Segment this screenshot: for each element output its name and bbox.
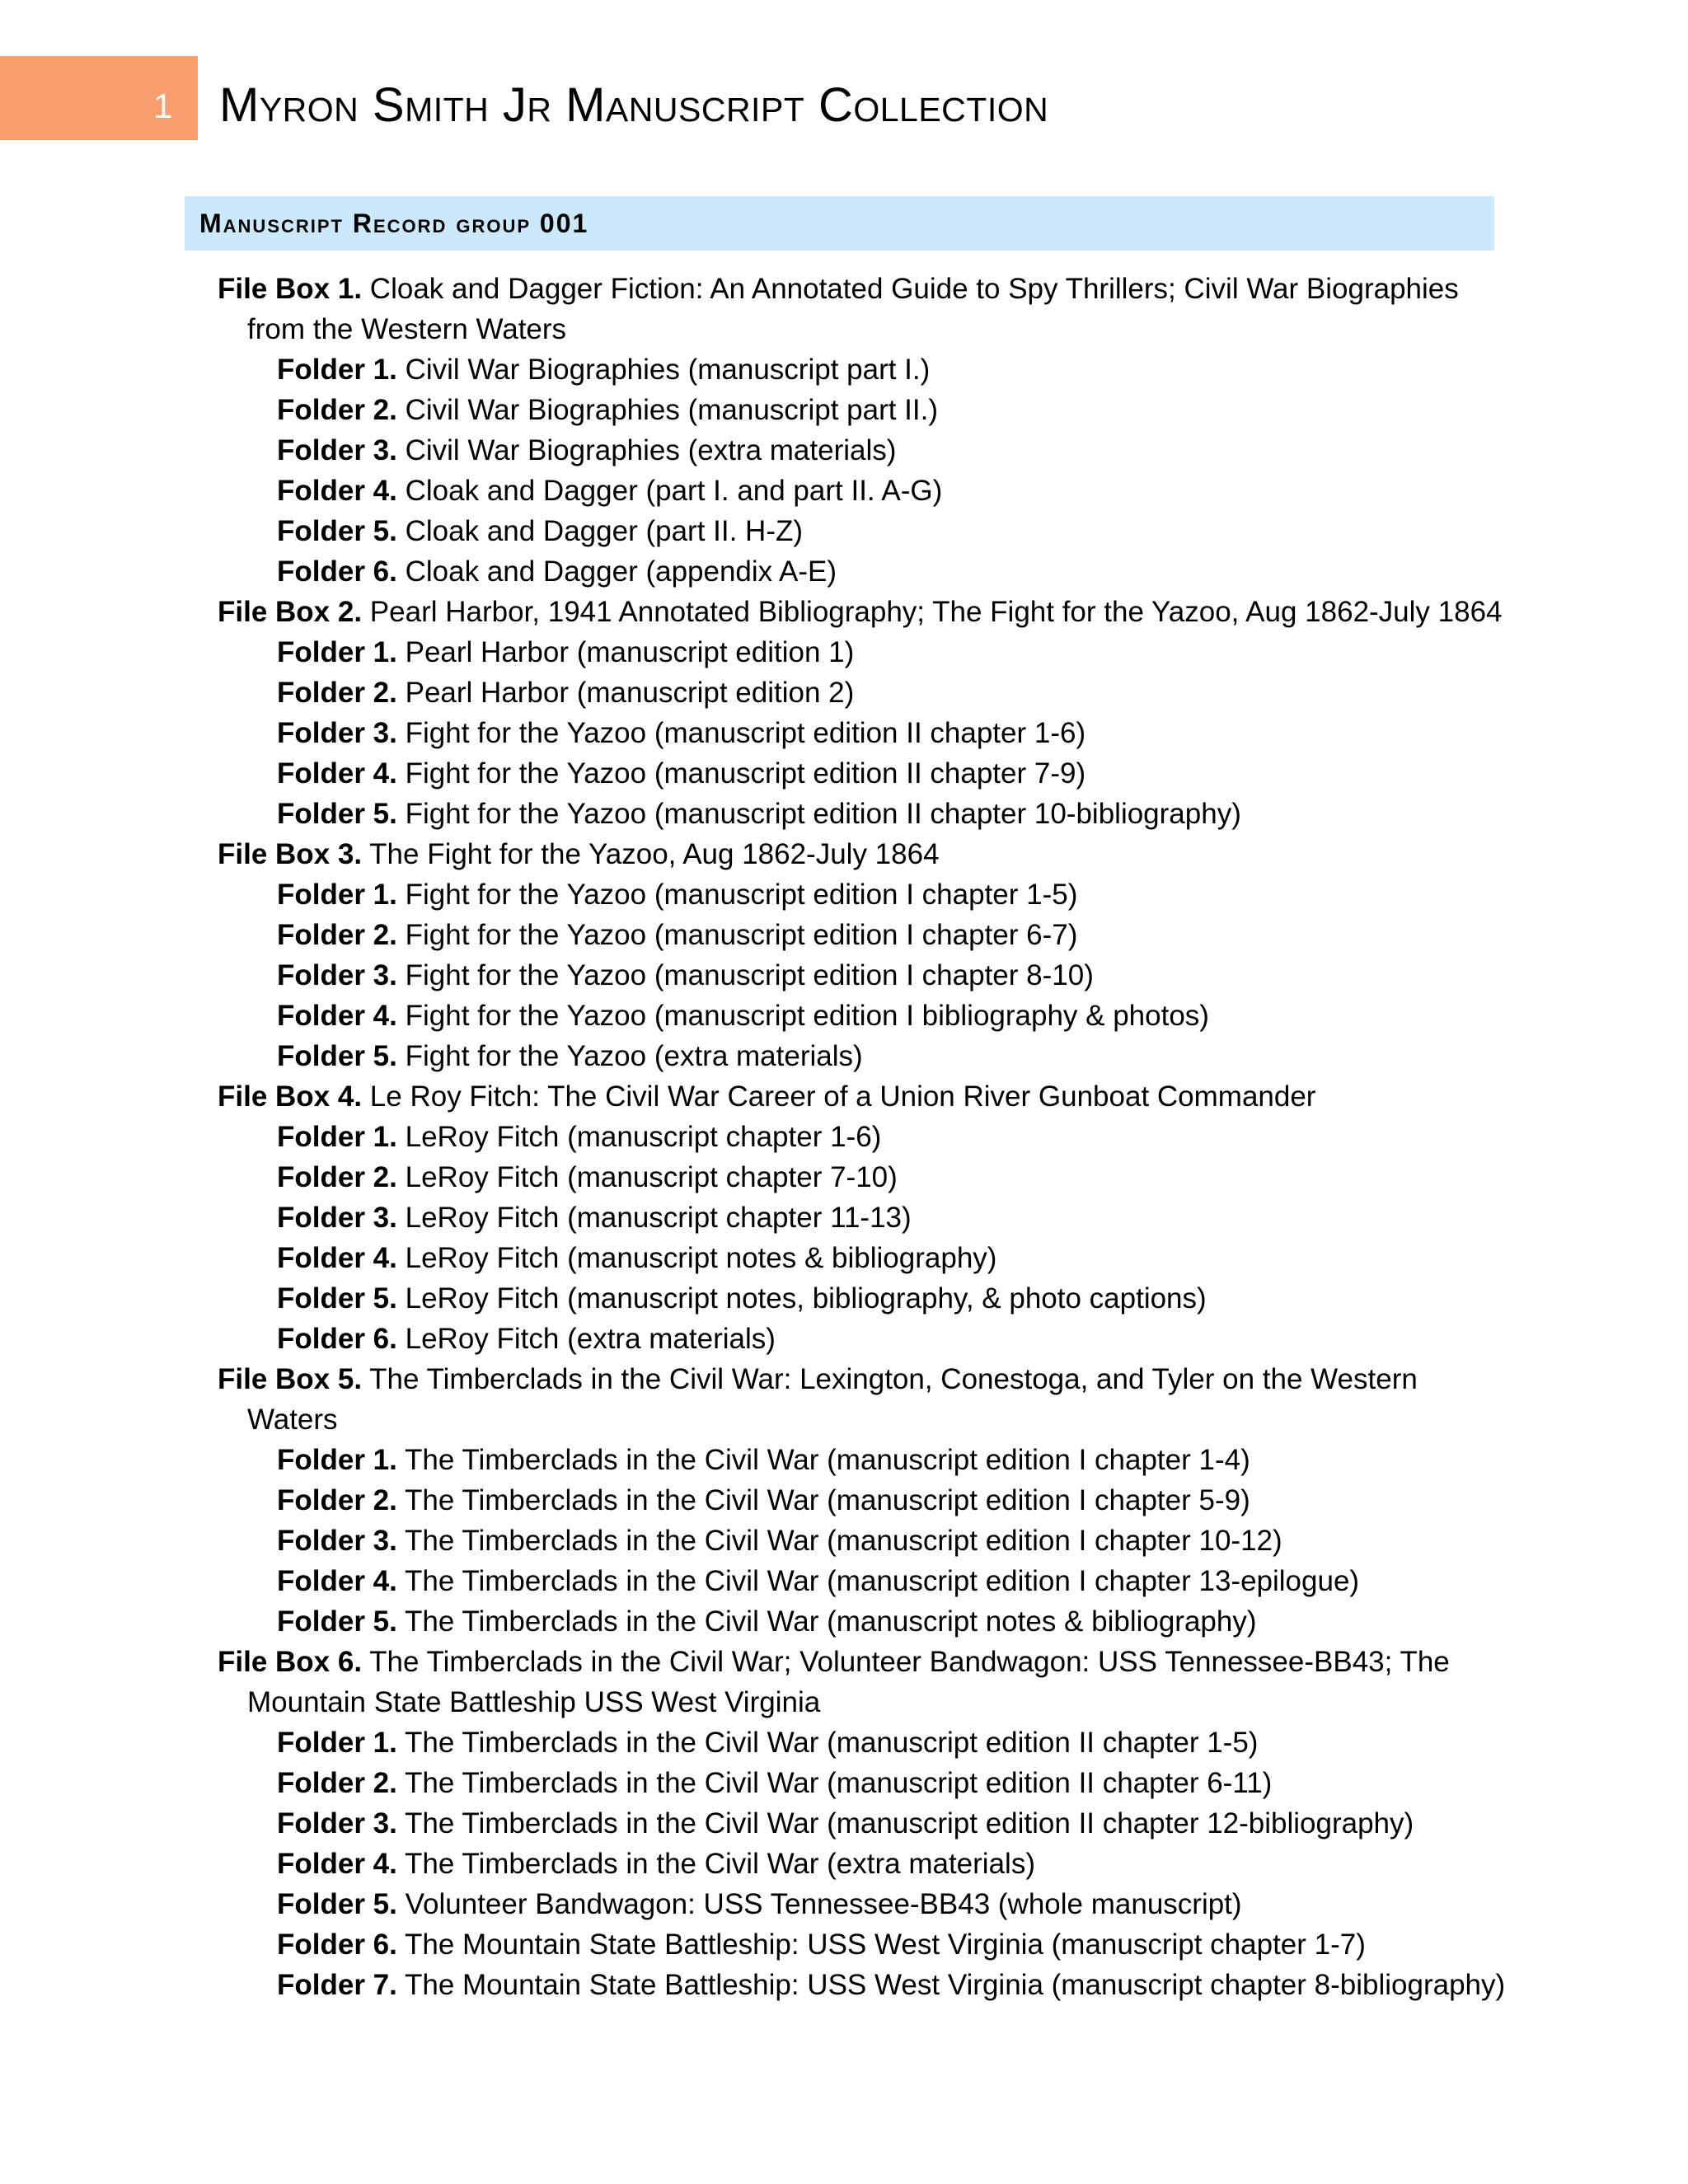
folder-entry — [218, 632, 1503, 673]
folder-entry — [218, 349, 1503, 390]
folder-entry — [218, 1319, 1503, 1359]
folder-description: LeRoy Fitch (manuscript chapter 11-13) — [405, 1202, 912, 1234]
folder-label: Folder 5. — [277, 1605, 397, 1638]
folder-entry — [218, 1480, 1503, 1521]
file-box-title: Cloak and Dagger Fiction: An Annotated Guide to Spy Thrillers; Civil War Biographies from the Western Waters — [247, 273, 1459, 345]
file-box-title: Pearl Harbor, 1941 Annotated Bibliography; The Fight for the Yazoo, Aug 1862-July 1864 — [369, 596, 1503, 628]
folder-entry — [218, 794, 1503, 834]
folder-entry — [218, 1440, 1503, 1480]
folder-entry — [218, 1117, 1503, 1157]
folder-description: Fight for the Yazoo (manuscript edition II chapter 10-bibliography) — [405, 798, 1241, 830]
folder-entry — [218, 874, 1503, 915]
folder-description: Fight for the Yazoo (manuscript edition II chapter 7-9) — [405, 757, 1086, 790]
folder-description: Pearl Harbor (manuscript edition 1) — [405, 636, 855, 668]
folder-entry — [218, 1763, 1503, 1803]
folder-entry — [218, 915, 1503, 955]
folder-entry — [218, 1803, 1503, 1844]
folder-label: Folder 1. — [277, 1121, 397, 1153]
folder-entry — [218, 996, 1503, 1036]
folder-description: Cloak and Dagger (part I. and part II. A-G) — [405, 475, 943, 507]
folder-label: Folder 2. — [277, 1767, 397, 1799]
folder-label: Folder 1. — [277, 354, 397, 386]
folder-label: Folder 6. — [277, 555, 397, 588]
folder-entry — [218, 1521, 1503, 1561]
folder-entry — [218, 511, 1503, 551]
page-title: Myron Smith Jr Manuscript Collection — [219, 78, 1049, 132]
file-box-entry — [218, 1359, 1503, 1440]
file-box-list — [218, 269, 1506, 2005]
file-box-entry — [218, 1076, 1503, 1117]
folder-entry — [218, 1238, 1503, 1278]
folder-label: Folder 3. — [277, 959, 397, 991]
folder-description: LeRoy Fitch (manuscript notes, bibliography, & photo captions) — [405, 1282, 1207, 1315]
folder-description: Civil War Biographies (manuscript part I.) — [405, 354, 931, 386]
folder-label: Folder 5. — [277, 1888, 397, 1920]
file-box-label: File Box 1. — [218, 273, 363, 305]
folder-entry — [218, 471, 1503, 511]
folder-description: The Timberclads in the Civil War (manuscript edition I chapter 10-12) — [404, 1525, 1282, 1557]
folder-description: LeRoy Fitch (manuscript notes & bibliography) — [405, 1242, 997, 1274]
file-box-title: The Timberclads in the Civil War; Volunteer Bandwagon: USS Tennessee-BB43; The Mountain State Battleship USS West Virginia — [247, 1646, 1450, 1718]
file-box-label: File Box 3. — [218, 838, 363, 870]
folder-description: Fight for the Yazoo (manuscript edition II chapter 1-6) — [405, 717, 1086, 749]
folder-description: LeRoy Fitch (manuscript chapter 1-6) — [405, 1121, 882, 1153]
folder-label: Folder 1. — [277, 879, 397, 911]
folder-label: Folder 4. — [277, 1565, 397, 1597]
folder-label: Folder 4. — [277, 757, 397, 790]
folder-description: Fight for the Yazoo (extra materials) — [405, 1040, 863, 1072]
folder-entry — [218, 551, 1503, 592]
folder-label: Folder 4. — [277, 1242, 397, 1274]
folder-label: Folder 1. — [277, 636, 397, 668]
folder-entry — [218, 713, 1503, 753]
folder-label: Folder 2. — [277, 1161, 397, 1193]
file-box-label: File Box 6. — [218, 1646, 363, 1678]
folder-entry — [218, 1924, 1503, 1965]
folder-description: The Timberclads in the Civil War (extra materials) — [404, 1848, 1035, 1880]
folder-label: Folder 2. — [277, 1484, 397, 1516]
folder-entry — [218, 1965, 1506, 2005]
folder-label: Folder 2. — [277, 394, 397, 426]
folder-entry — [218, 1036, 1503, 1076]
folder-entry — [218, 1561, 1503, 1601]
folder-description: The Timberclads in the Civil War (manuscript edition II chapter 6-11) — [404, 1767, 1273, 1799]
folder-description: The Mountain State Battleship: USS West Virginia (manuscript chapter 8-bibliography) — [404, 1969, 1506, 2001]
file-box-title: Le Roy Fitch: The Civil War Career of a Union River Gunboat Commander — [369, 1080, 1316, 1113]
file-box-entry — [218, 1642, 1503, 1722]
folder-description: The Timberclads in the Civil War (manuscript edition I chapter 1-4) — [404, 1444, 1250, 1476]
folder-entry — [218, 955, 1503, 996]
file-box-title: The Fight for the Yazoo, Aug 1862-July 1864 — [369, 838, 940, 870]
folder-label: Folder 6. — [277, 1929, 397, 1961]
folder-label: Folder 7. — [277, 1969, 397, 2001]
folder-description: The Mountain State Battleship: USS West Virginia (manuscript chapter 1-7) — [404, 1929, 1366, 1961]
folder-description: The Timberclads in the Civil War (manuscript edition II chapter 1-5) — [404, 1727, 1259, 1759]
folder-label: Folder 4. — [277, 475, 397, 507]
folder-entry — [218, 430, 1503, 471]
page-number: 1 — [153, 87, 173, 125]
folder-label: Folder 5. — [277, 515, 397, 547]
folder-label: Folder 5. — [277, 798, 397, 830]
folder-entry — [218, 1157, 1503, 1197]
file-box-entry — [218, 834, 1503, 874]
folder-label: Folder 3. — [277, 1807, 397, 1840]
folder-description: Fight for the Yazoo (manuscript edition I chapter 6-7) — [405, 919, 1078, 951]
folder-label: Folder 5. — [277, 1040, 397, 1072]
folder-description: Civil War Biographies (extra materials) — [405, 434, 897, 466]
section-title: Manuscript Record group 001 — [199, 209, 589, 238]
folder-description: Volunteer Bandwagon: USS Tennessee-BB43 (whole manuscript) — [405, 1888, 1242, 1920]
folder-label: Folder 4. — [277, 1000, 397, 1032]
folder-description: The Timberclads in the Civil War (manuscript notes & bibliography) — [404, 1605, 1257, 1638]
folder-description: Cloak and Dagger (part II. H-Z) — [405, 515, 804, 547]
folder-entry — [218, 1884, 1503, 1924]
folder-label: Folder 1. — [277, 1444, 397, 1476]
folder-label: Folder 2. — [277, 677, 397, 709]
folder-label: Folder 3. — [277, 717, 397, 749]
folder-label: Folder 3. — [277, 1525, 397, 1557]
file-box-label: File Box 5. — [218, 1363, 363, 1395]
file-box-entry — [218, 269, 1503, 349]
folder-description: Fight for the Yazoo (manuscript edition I chapter 8-10) — [405, 959, 1094, 991]
folder-entry — [218, 1278, 1503, 1319]
folder-entry — [218, 1197, 1503, 1238]
folder-description: Cloak and Dagger (appendix A-E) — [405, 555, 837, 588]
folder-description: The Timberclads in the Civil War (manuscript edition I chapter 13-epilogue) — [404, 1565, 1360, 1597]
folder-description: Fight for the Yazoo (manuscript edition I chapter 1-5) — [405, 879, 1078, 911]
folder-label: Folder 4. — [277, 1848, 397, 1880]
folder-description: LeRoy Fitch (manuscript chapter 7-10) — [405, 1161, 898, 1193]
folder-description: Civil War Biographies (manuscript part II.) — [405, 394, 938, 426]
folder-entry — [218, 753, 1503, 794]
folder-description: Fight for the Yazoo (manuscript edition I bibliography & photos) — [405, 1000, 1209, 1032]
folder-entry — [218, 390, 1503, 430]
folder-label: Folder 2. — [277, 919, 397, 951]
file-box-title: The Timberclads in the Civil War: Lexington, Conestoga, and Tyler on the Western Waters — [247, 1363, 1418, 1436]
file-box-entry — [218, 592, 1503, 632]
folder-label: Folder 5. — [277, 1282, 397, 1315]
folder-label: Folder 3. — [277, 434, 397, 466]
file-box-label: File Box 4. — [218, 1080, 363, 1113]
folder-description: The Timberclads in the Civil War (manuscript edition I chapter 5-9) — [404, 1484, 1250, 1516]
folder-entry — [218, 1722, 1503, 1763]
file-box-label: File Box 2. — [218, 596, 363, 628]
folder-label: Folder 3. — [277, 1202, 397, 1234]
folder-label: Folder 6. — [277, 1323, 397, 1355]
folder-entry — [218, 673, 1503, 713]
folder-description: The Timberclads in the Civil War (manuscript edition II chapter 12-bibliography) — [404, 1807, 1414, 1840]
folder-description: LeRoy Fitch (extra materials) — [405, 1323, 776, 1355]
folder-label: Folder 1. — [277, 1727, 397, 1759]
folder-entry — [218, 1844, 1503, 1884]
folder-entry — [218, 1601, 1503, 1642]
folder-description: Pearl Harbor (manuscript edition 2) — [405, 677, 855, 709]
